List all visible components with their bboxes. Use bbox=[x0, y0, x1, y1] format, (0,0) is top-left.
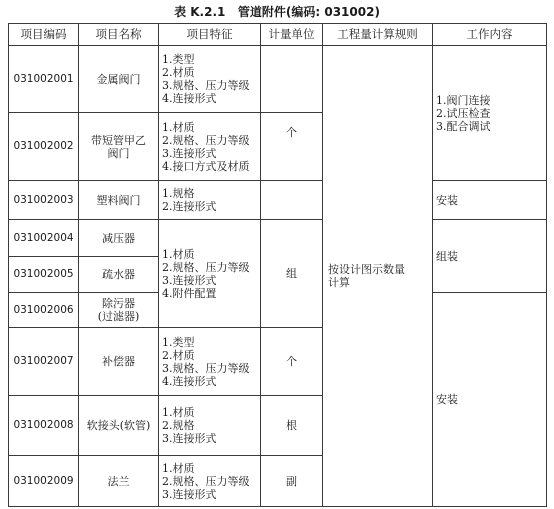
header-rule: 工程量计算规则 bbox=[337, 27, 418, 41]
item-code: 031002005 bbox=[13, 268, 74, 280]
unit-cell: 根 bbox=[286, 419, 297, 432]
item-features: 1.规格 2.连接形式 bbox=[162, 187, 217, 213]
unit-cell: 个 bbox=[286, 355, 297, 368]
item-name: 带短管甲乙 阀门 bbox=[91, 133, 146, 160]
work-content: 安装 bbox=[436, 193, 458, 207]
item-name: 金属阀门 bbox=[96, 72, 141, 86]
item-features: 1.类型 2.材质 3.规格、压力等级 4.连接形式 bbox=[162, 53, 250, 105]
table-rule bbox=[546, 23, 547, 507]
table-title: 表 K.2.1 管道附件(编码: 031002) bbox=[174, 5, 380, 19]
item-name: 减压器 bbox=[102, 231, 135, 245]
item-code: 031002001 bbox=[13, 72, 74, 85]
item-name: 法兰 bbox=[107, 474, 130, 488]
calculation-rule: 按设计图示数量 计算 bbox=[328, 263, 405, 289]
work-content: 1.阀门连接 2.试压检查 3.配合调试 bbox=[436, 93, 491, 133]
unit-cell: 个 bbox=[286, 126, 297, 139]
unit-cell: 副 bbox=[286, 474, 297, 488]
item-name: 软接头(软管) bbox=[86, 419, 151, 432]
item-code: 031002006 bbox=[13, 303, 74, 316]
work-content: 组装 bbox=[436, 249, 458, 263]
item-code: 031002008 bbox=[13, 419, 74, 431]
item-code: 031002007 bbox=[13, 355, 74, 367]
header-name: 项目名称 bbox=[95, 27, 142, 41]
item-name: 塑料阀门 bbox=[96, 193, 141, 207]
item-code: 031002004 bbox=[13, 231, 74, 244]
item-features: 1.材质 2.规格、压力等级 3.连接形式 4.接口方式及材质 bbox=[162, 120, 250, 173]
item-code: 031002003 bbox=[13, 193, 74, 206]
item-features: 1.材质 2.规格 3.连接形式 bbox=[162, 406, 217, 445]
table-rule bbox=[8, 506, 547, 507]
header-code: 项目编码 bbox=[20, 27, 67, 41]
unit-cell: 组 bbox=[286, 267, 297, 280]
work-content: 安装 bbox=[436, 393, 458, 406]
item-features-merged: 1.材质 2.规格、压力等级 3.连接形式 4.附件配置 bbox=[162, 247, 250, 300]
item-name: 除污器 (过滤器) bbox=[97, 297, 140, 323]
item-features: 1.材质 2.规格、压力等级 3.连接形式 bbox=[162, 461, 250, 501]
item-name: 补偿器 bbox=[102, 355, 135, 368]
table-rule bbox=[322, 23, 323, 507]
header-features: 项目特征 bbox=[186, 27, 233, 41]
item-features: 1.类型 2.材质 3.规格、压力等级 4.连接形式 bbox=[162, 335, 250, 388]
header-unit: 计量单位 bbox=[268, 27, 315, 41]
item-code: 031002002 bbox=[13, 140, 74, 152]
header-work: 工作内容 bbox=[466, 27, 513, 41]
item-name: 疏水器 bbox=[102, 268, 135, 281]
item-code: 031002009 bbox=[13, 474, 74, 487]
